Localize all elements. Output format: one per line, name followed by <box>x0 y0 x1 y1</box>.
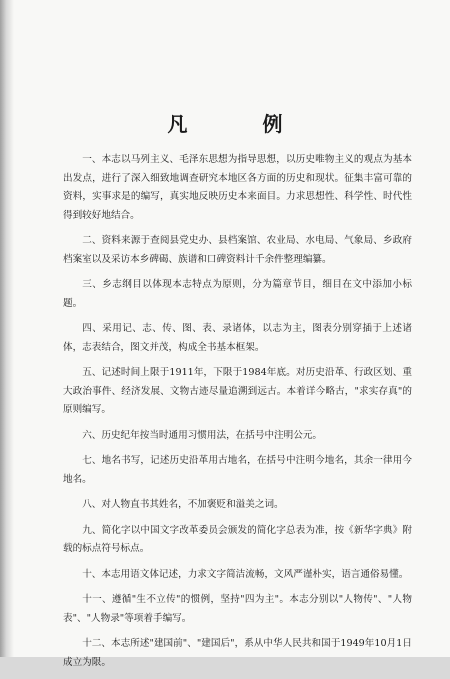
scan-edge-shadow <box>0 0 14 657</box>
guideline-item-11: 十一、遵循"生不立传"的惯例，坚持"四为主"。本志分别以"人物传"、"人物表"、"人物录"等项着手编写。 <box>63 594 412 624</box>
guideline-item-7: 七、地名书写，记述历史沿革用古地名，在括号中注明今地名，其余一律用今地名。 <box>63 455 412 485</box>
guideline-item-10: 十、本志用语文体记述，力求文字简洁流畅，文风严谨朴实，语言通俗易懂。 <box>82 568 409 580</box>
guideline-item-5: 五、记述时间上限于1911年，下限于1984年底。对历史沿革、行政区划、重大政治事件、经济发展、文物古迹尽量追溯到远古。本着详今略古，"求实存真"的原则编写。 <box>63 367 412 415</box>
guideline-item-1: 一、本志以马列主义、毛泽东思想为指导思想，以历史唯物主义的观点为基本出发点，进行了深入细致地调查研究本地区各方面的历史和现状。征集丰富可靠的资料，实事求是的编写，真实地反映历史本来面目。力求思想性、科学性、时代性得到较好地结合。 <box>63 154 412 221</box>
guideline-item-8: 八、对人物直书其姓名，不加褒贬和溢美之词。 <box>82 499 284 510</box>
page-title: 凡 例 <box>167 112 317 136</box>
guideline-item-12: 十二、本志所述"建国前"、"建国后"，系从中华人民共和国于1949年10月1日成立为限。 <box>63 638 412 668</box>
guideline-item-2: 二、资料来源于查阅县党史办、县档案馆、农业局、水电局、气象局、乡政府档案室以及采访本乡碑碣、族谱和口碑资料计千余件整理编纂。 <box>63 235 412 265</box>
guideline-item-6: 六、历史纪年按当时通用习惯用法，在括号中注明公元。 <box>82 429 323 441</box>
guidelines-list <box>63 151 412 679</box>
guideline-item-9: 九、简化字以中国文字改革委员会颁发的简化字总表为准，按《新华字典》附载的标点符号标点。 <box>63 524 412 554</box>
guideline-item-4: 四、采用记、志、传、图、表、录诸体，以志为主，图表分别穿插于上述诸体，志表结合，图文并茂，构成全书基本框架。 <box>63 323 412 353</box>
guideline-item-3: 三、乡志纲目以体现本志特点为原则，分为篇章节目，细目在文中添加小标题。 <box>63 279 412 309</box>
